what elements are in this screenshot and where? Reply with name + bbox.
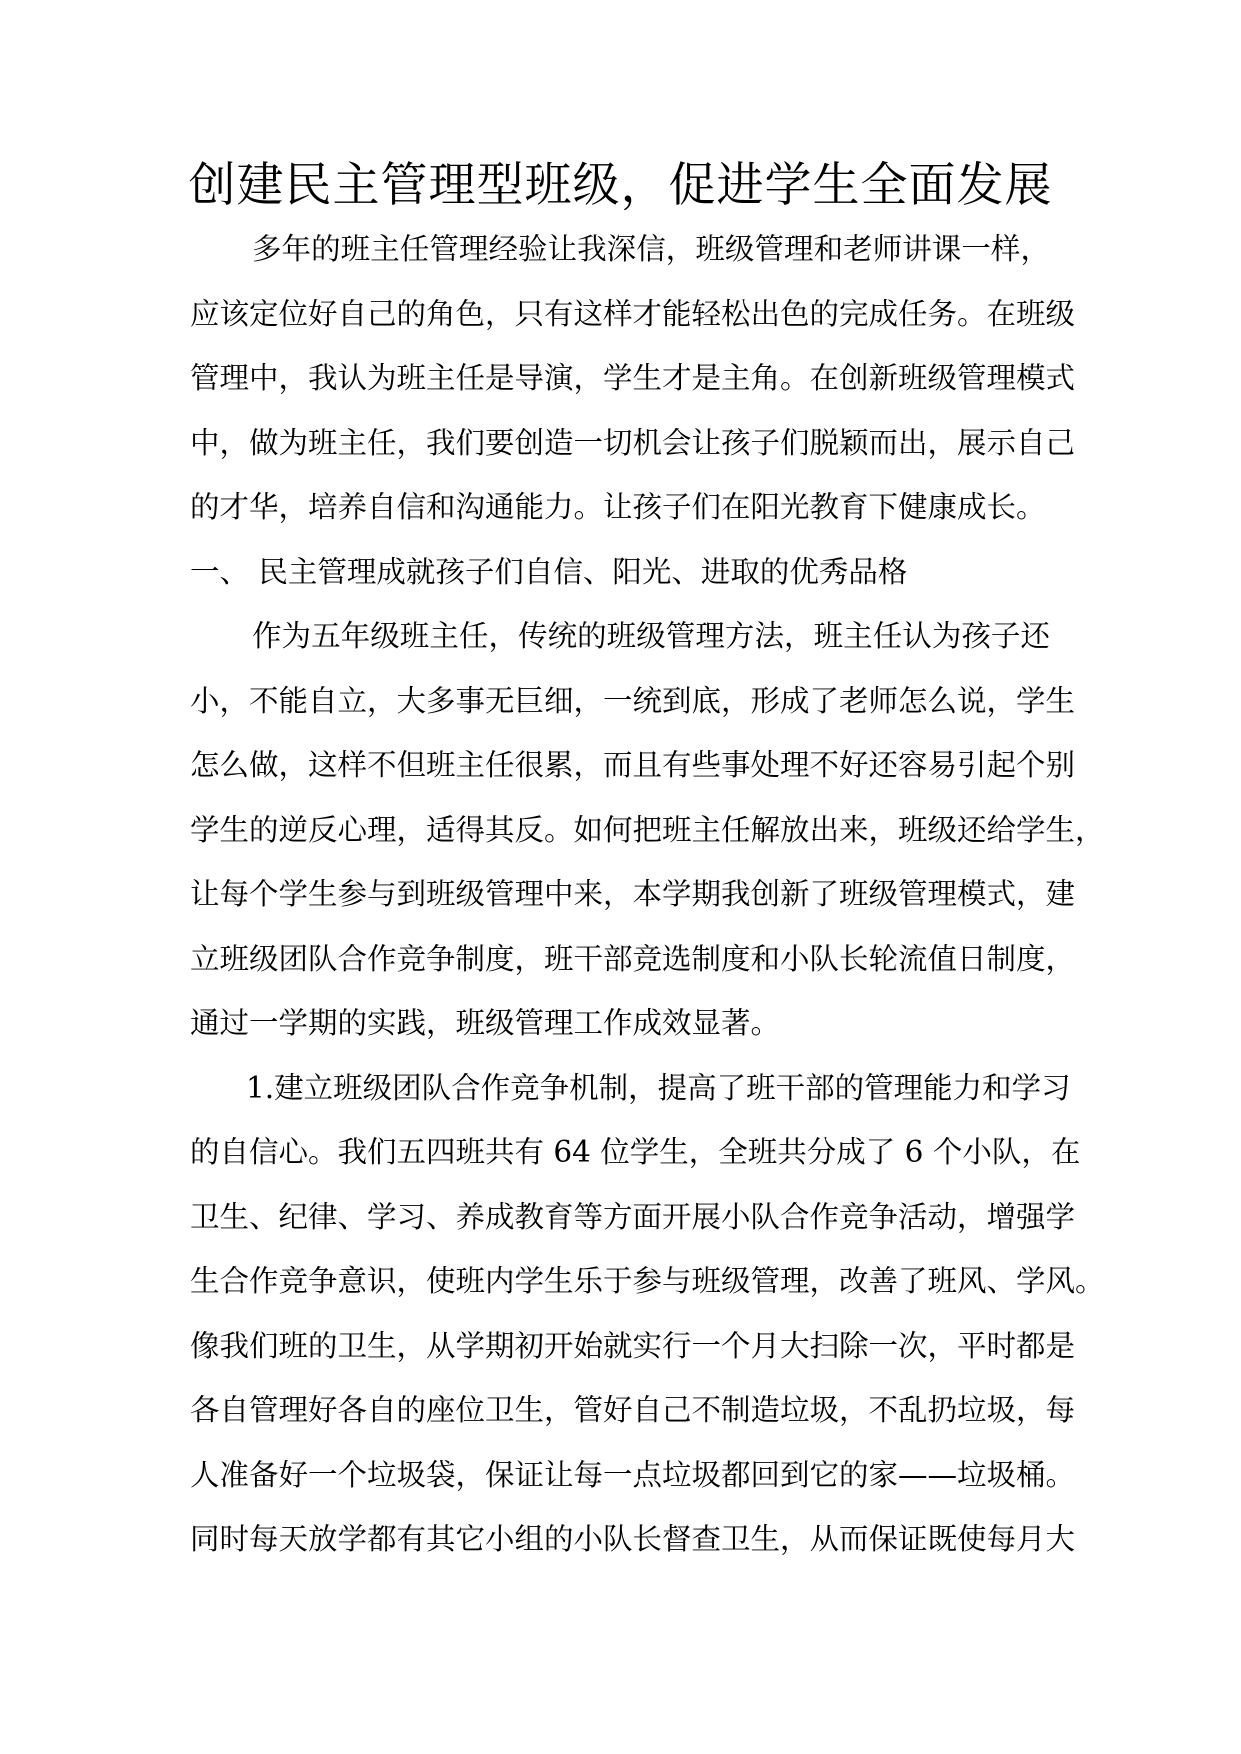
paragraph-line: 通过一学期的实践，班级管理工作成效显著。 — [190, 1006, 781, 1040]
paragraph-line: 的才华，培养自信和沟通能力。让孩子们在阳光教育下健康成长。 — [190, 490, 1046, 524]
document-body — [190, 223, 1105, 1578]
paragraph-line: 生合作竞争意识，使班内学生乐于参与班级管理，改善了班风、学风。 — [190, 1264, 1105, 1298]
paragraph-line: 各自管理好各自的座位卫生，管好自己不制造垃圾，不乱扔垃圾，每 — [190, 1393, 1076, 1427]
paragraph-line: 小，不能自立，大多事无巨细，一统到底，形成了老师怎么说，学生 — [190, 683, 1076, 718]
paragraph-line: 人准备好一个垃圾袋，保证让每一点垃圾都回到它的家——垃圾桶。 — [190, 1457, 1076, 1492]
document-title: 创建民主管理型班级，促进学生全面发展 — [188, 158, 1053, 213]
paragraph-line: 管理中，我认为班主任是导演，学生才是主角。在创新班级管理模式 — [190, 361, 1076, 395]
paragraph-line: 同时每天放学都有其它小组的小队长督查卫生，从而保证既使每月大 — [190, 1522, 1076, 1556]
paragraph-line: 多年的班主任管理经验让我深信，班级管理和老师讲课一样， — [252, 232, 1050, 266]
paragraph-line: 立班级团队合作竞争制度，班干部竞选制度和小队长轮流值日制度， — [190, 941, 1076, 976]
paragraph-line: 作为五年级班主任，传统的班级管理方法，班主任认为孩子还 — [252, 619, 1050, 653]
paragraph-line: 像我们班的卫生，从学期初开始就实行一个月大扫除一次，平时都是 — [190, 1328, 1076, 1363]
paragraph-line: 1.建立班级团队合作竞争机制，提高了班干部的管理能力和学习 — [246, 1070, 1071, 1105]
section-heading: 一、 民主管理成就孩子们自信、阳光、进取的优秀品格 — [190, 554, 908, 589]
paragraph-line: 中，做为班主任，我们要创造一切机会让孩子们脱颖而出，展示自己 — [190, 425, 1076, 460]
paragraph-line: 学生的逆反心理，适得其反。如何把班主任解放出来，班级还给学生， — [190, 812, 1105, 847]
paragraph-line: 怎么做，这样不但班主任很累，而且有些事处理不好还容易引起个别 — [190, 748, 1076, 782]
paragraph-line: 卫生、纪律、学习、养成教育等方面开展小队合作竞争活动，增强学 — [190, 1199, 1076, 1234]
paragraph-line: 让每个学生参与到班级管理中来，本学期我创新了班级管理模式，建 — [190, 877, 1076, 911]
paragraph-line: 应该定位好自己的角色，只有这样才能轻松出色的完成任务。在班级 — [190, 296, 1076, 331]
paragraph-line: 的自信心。我们五四班共有 64 位学生，全班共分成了 6 个小队，在 — [190, 1135, 1081, 1169]
